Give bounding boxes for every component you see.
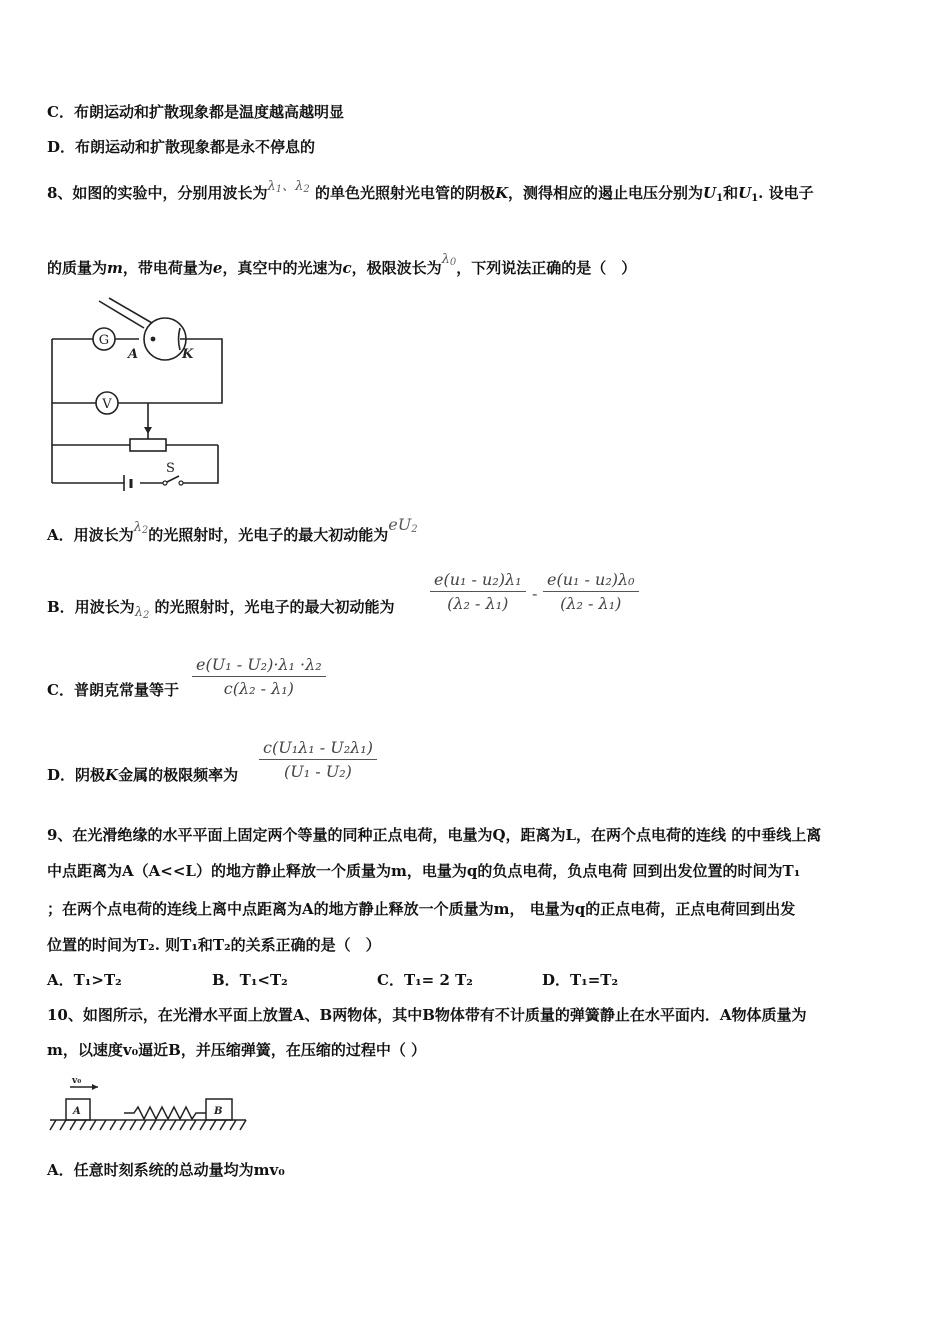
q9-stem-line3: ；在两个点电荷的连线上离中点距离为A的地方静止释放一个质量为m， 电量为q的正点电荷，正点电荷回到出发 bbox=[47, 900, 796, 918]
q8-option-b-fraction2: $\frac{\text{e(u₁ - u₂)λ₀}}{\text{(λ₂ - λ₁)}}$ bbox=[543, 570, 639, 613]
block-b-label: B bbox=[214, 1106, 223, 1117]
photoelectric-circuit-diagram bbox=[44, 296, 234, 496]
lambda1-symbol: λ1 bbox=[267, 179, 283, 195]
q8-option-d-fraction: $\frac{\text{c(U₁λ₁ - U₂λ₁)}}{\text{(U₁ - U₂)}}$ bbox=[259, 738, 377, 781]
velocity-label: v₀ bbox=[72, 1076, 82, 1086]
q9-option-b: B．T₁<T₂ bbox=[212, 971, 288, 989]
q8-option-c-fraction: $\frac{\text{e(U₁ - U₂)·λ₁ ·λ₂}}{\text{c(λ₂ - λ₁)}}$ bbox=[192, 655, 326, 698]
q8-option-b-minus: - bbox=[532, 584, 538, 603]
cathode-label: K bbox=[182, 347, 194, 362]
q7-option-c: C．布朗运动和扩散现象都是温度越高越明显 bbox=[47, 103, 344, 121]
q8-stem-line2: 的质量为m，带电荷量为e，真空中的光速为c，极限波长为λ0，下列说法正确的是（ ） bbox=[47, 252, 637, 277]
q9-option-d: D．T₁=T₂ bbox=[542, 971, 619, 989]
q9-stem-line1: 9、在光滑绝缘的水平平面上固定两个等量的同种正点电荷，电量为Q，距离为L，在两个点电荷的连线 的中垂线上离 bbox=[47, 826, 822, 844]
q8-option-b: B．用波长为λ2 的光照射时，光电子的最大初动能为 bbox=[47, 598, 395, 621]
q10-option-a: A．任意时刻系统的总动量均为mv₀ bbox=[47, 1161, 285, 1179]
q8-stem-line1: 8、如图的实验中，分别用波长为λ1、λ2 的单色光照射光电管的阴极K，测得相应的遏止电压分别为$U_1$和$U_1$. 设电子 bbox=[47, 179, 814, 204]
q7-option-d: D．布朗运动和扩散现象都是永不停息的 bbox=[47, 138, 316, 156]
anode-label: A bbox=[128, 347, 139, 362]
q8-option-a-value: eU2 bbox=[388, 515, 418, 535]
lambda0-symbol: λ0 bbox=[441, 252, 457, 268]
switch-label: S bbox=[166, 461, 175, 476]
galvanometer-label: G bbox=[98, 333, 110, 348]
q9-stem-line4: 位置的时间为T₂. 则T₁和T₂的关系正确的是（ ） bbox=[47, 936, 381, 954]
q8-option-b-fraction1: $\frac{\text{e(u₁ - u₂)λ₁}}{\text{(λ₂ - λ₁)}}$ bbox=[430, 570, 526, 613]
q8-option-a: A．用波长为λ2的光照射时，光电子的最大初动能为eU2 bbox=[47, 515, 418, 544]
q10-stem-line1: 10、如图所示，在光滑水平面上放置A、B两物体，其中B物体带有不计质量的弹簧静止在水平面内．A物体质量为 bbox=[47, 1006, 807, 1024]
q9-options bbox=[47, 970, 618, 990]
spring-blocks-diagram bbox=[48, 1072, 248, 1138]
q8-option-c: C．普朗克常量等于 bbox=[47, 681, 179, 699]
lambda2-symbol: λ2 bbox=[295, 179, 310, 195]
q9-option-a: A．T₁>T₂ bbox=[47, 971, 122, 989]
voltmeter-label: V bbox=[102, 397, 112, 412]
q9-option-c: C．T₁= 2 T₂ bbox=[377, 971, 473, 989]
q9-stem-line2: 中点距离为A（A<<L）的地方静止释放一个质量为m，电量为q的负点电荷，负点电荷 回到出发位置的时间为T₁ bbox=[47, 862, 801, 880]
q8-option-d: D．阴极K金属的极限频率为 bbox=[47, 766, 239, 784]
block-a-label: A bbox=[73, 1106, 81, 1117]
q10-stem-line2: m，以速度v₀逼近B，并压缩弹簧，在压缩的过程中（ ） bbox=[47, 1041, 427, 1059]
